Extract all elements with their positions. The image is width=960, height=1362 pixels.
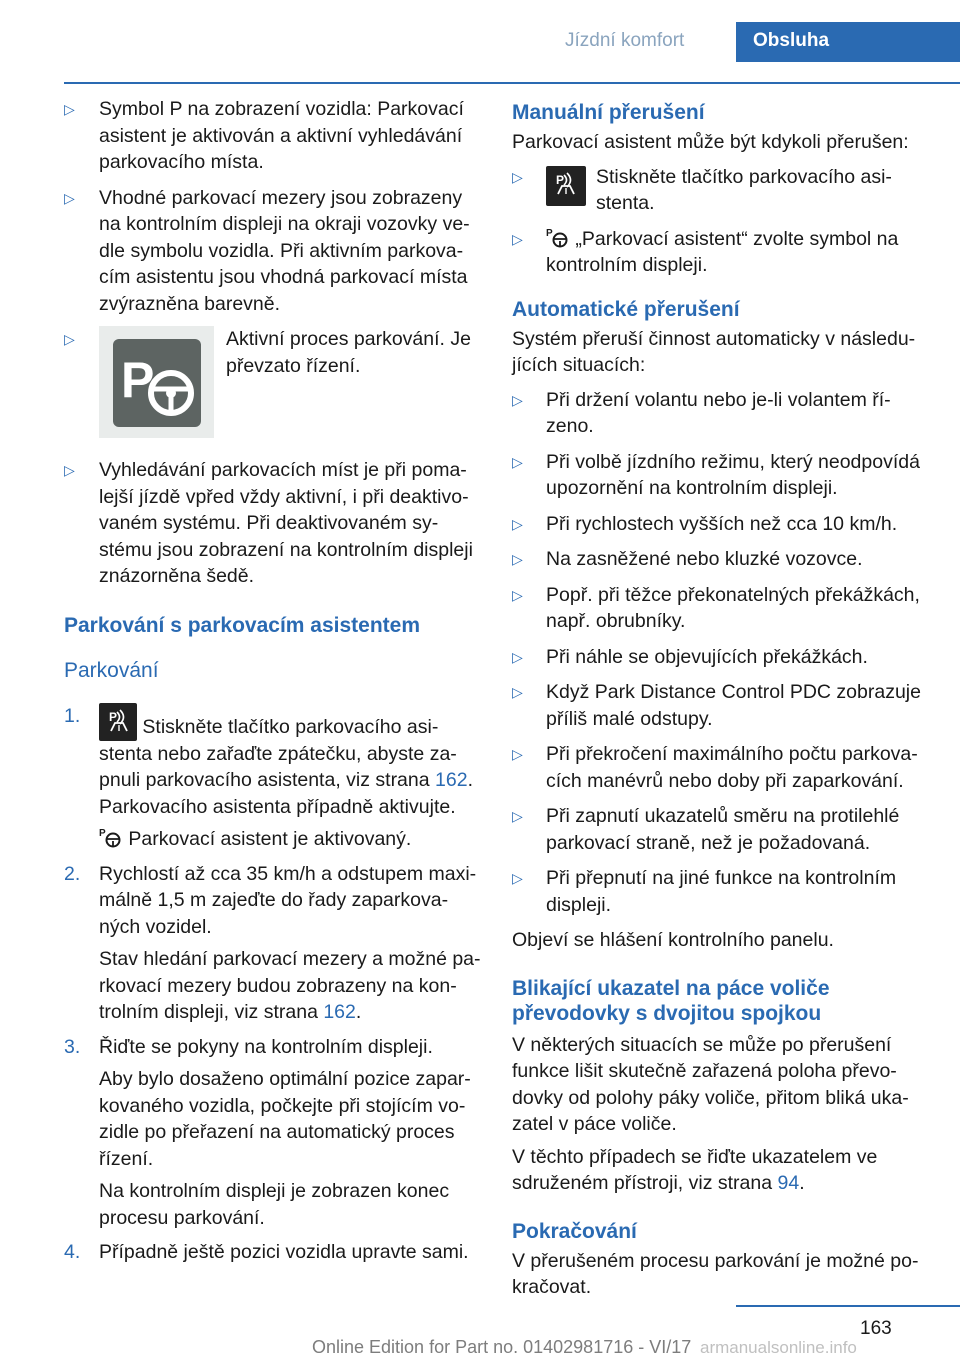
- section-heading: Blikající ukazatel na páce voliče převodovky s dvojitou spojkou: [512, 976, 830, 1025]
- list-item: ▷ Při držení volantu nebo je-li volantem ří-zeno.: [512, 388, 891, 437]
- svg-text:P: P: [121, 352, 155, 408]
- triangle-bullet-icon: ▷: [512, 515, 523, 532]
- step-item: 4. Případně ještě pozici vozidla upravte sami.: [64, 1239, 482, 1266]
- page-number: 163: [860, 1318, 892, 1339]
- triangle-bullet-icon: ▷: [64, 462, 75, 478]
- page-link[interactable]: 162: [435, 769, 468, 791]
- list-item: ▷ Vhodné parkovací mezery jsou zobrazeny na kontrolním displeji na okraji vozovky ve-dle symbolu vozidla. Při aktivním parkova-cím asistentu jsou vhodná parkovací místa zvýrazněna barevně.: [64, 186, 470, 315]
- section-heading: Automatické přerušení: [512, 297, 740, 321]
- list-item: ▷ Při rychlostech vyšších než cca 10 km/h.: [512, 511, 930, 538]
- parking-assistant-button-icon: [99, 703, 137, 741]
- step-item: 2. Rychlostí až cca 35 km/h a odstupem maxi-málně 1,5 m zajeďte do řady zaparkova-ných vozidel. Stav hledání parkovací mezery a možné pa-rkovací mezery budou zobrazeny na kon-trolním displeji, viz strana 162.: [64, 862, 481, 1023]
- page-link[interactable]: 162: [323, 1001, 356, 1023]
- list-item: ▷ P Stiskněte tlačítko parkovacího asi-stenta.: [512, 165, 892, 214]
- list-item: ▷ Na zasněžené nebo kluzké vozovce.: [512, 546, 930, 573]
- triangle-bullet-icon: ▷: [512, 391, 523, 408]
- step-number: 2.: [64, 862, 81, 885]
- list-item: ▷ Při zapnutí ukazatelů směru na protilehlé parkovací straně, než je požadovaná.: [512, 805, 900, 854]
- procedure-steps: [64, 703, 482, 1266]
- section-heading: Parkování s parkovacím asistentem: [64, 613, 421, 637]
- parking-assistant-button-icon: [546, 166, 586, 206]
- list-item: ▷ Při přepnutí na jiné funkce na kontrolním displeji.: [512, 867, 897, 916]
- page-header: [0, 22, 960, 62]
- page-link[interactable]: 94: [777, 1172, 800, 1194]
- list-item: ▷ P Aktivní proces parkování. Je převzato řízení.: [64, 326, 482, 448]
- list-item: ▷ Popř. při těžce překonatelných překážkách, např. obrubníky.: [512, 583, 920, 632]
- triangle-bullet-icon: ▷: [512, 586, 523, 603]
- header-section-title: Jízdní komfort: [565, 30, 685, 51]
- watermark: armanualsonline.info: [700, 1338, 857, 1357]
- section-heading: Pokračování: [512, 1219, 637, 1243]
- triangle-bullet-icon: ▷: [64, 189, 75, 206]
- section-heading: Manuální přerušení: [512, 101, 705, 124]
- triangle-bullet-icon: ▷: [512, 648, 523, 665]
- triangle-bullet-icon: ▷: [512, 168, 523, 185]
- svg-text:P: P: [556, 172, 565, 187]
- step-number: 4.: [64, 1241, 81, 1263]
- footer-rule: [736, 1305, 960, 1307]
- triangle-bullet-icon: ▷: [512, 453, 523, 470]
- triangle-bullet-icon: ▷: [64, 101, 75, 117]
- list-item: ▷ Při překročení maximálního počtu parkova-cích manévrů nebo doby při zaparkování.: [512, 743, 918, 792]
- subsection-heading: Parkování: [64, 658, 159, 682]
- step-item: 1. P Stiskněte tlačítko parkovacího asi-stenta nebo zařaďte zpátečku, abyste za-pnuli parkovacího asistenta, viz strana 162. Parkovacího asistenta případně aktivujte. P Parkovací asistent je aktivovaný.: [64, 704, 473, 850]
- left-column: [64, 96, 482, 1274]
- right-column: Manuální přerušení Parkovací asistent může být kdykoli přerušen: ▷ P Stiskněte tlačítko parkovacího asi-stenta. ▷ P „Parkovací asistent“ zvolte symbol na kontrolním displeji. Automatické přerušení Systém přeruší činnost automaticky v následu-jících situacích: ▷ Při držení volantu nebo je-li volantem ří-zeno. ▷ Při volbě jízdního režimu, který neodpovídá upozornění na kontrolním displeji. ▷ Při rychlostech vyšších než cca 10 km/h. ▷ Na zasněžené nebo kluzké vozovce. ▷ Popř. při těžce překonatelných překážkách, např. obrubníky. ▷ Při náhle se objevujících překážkách. ▷ Když Park Distance Control PDC zobrazuje příliš malé odstupy. ▷ Při překročení maximálního počtu parkova-cích manévrů nebo doby při zaparkování. ▷ Při zapnutí ukazatelů směru na protilehlé parkovací straně, než je požadovaná. ▷ Při přepnutí na jiné funkce na kontrolním displeji. Objeví se hlášení kontrolního panelu. Blikající ukazatel na páce voliče převodovky s dvojitou spojkou V některých situacích se může po přerušení funkce lišit skutečně zařazená poloha převo-dovky od polohy páky voliče, přitom bliká uka-zatel v páce voliče. V těchto případech se řiďte ukazatelem ve sdruženém přístroji, viz strana 94. Pokračování V přerušeném procesu parkování je možné po-kračovat.: [512, 100, 930, 1301]
- triangle-bullet-icon: ▷: [512, 870, 523, 886]
- parking-assistant-active-icon: [546, 226, 570, 248]
- parking-assistant-active-icon: [99, 826, 123, 848]
- list-item: ▷ Vyhledávání parkovacích míst je při poma-lejší jízdě vpřed vždy aktivní, i při deaktivo-vaném systému. Při deaktivovaném sy-stému jsou zobrazení na kontrolním displeji znázorněna šedě.: [64, 459, 473, 587]
- list-item: ▷ P „Parkovací asistent“ zvolte symbol na kontrolním displeji.: [512, 227, 899, 276]
- step-number: 3.: [64, 1035, 81, 1058]
- parking-steering-symbol-icon: [99, 326, 214, 438]
- step-number: 1.: [64, 704, 81, 727]
- list-item: ▷ Symbol P na zobrazení vozidla: Parkovací asistent je aktivován a aktivní vyhledávání parkovacího místa.: [64, 98, 464, 173]
- svg-text:P: P: [546, 227, 553, 239]
- triangle-bullet-icon: ▷: [512, 551, 523, 567]
- list-item: ▷ Když Park Distance Control PDC zobrazuje příliš malé odstupy.: [512, 681, 921, 730]
- header-chapter-tab: Obsluha: [736, 22, 960, 62]
- triangle-bullet-icon: ▷: [512, 808, 523, 824]
- svg-text:P: P: [109, 709, 118, 724]
- triangle-bullet-icon: ▷: [64, 331, 75, 347]
- triangle-bullet-icon: ▷: [512, 230, 523, 247]
- manual-interrupt-list: [512, 164, 930, 279]
- auto-interrupt-list: [512, 387, 930, 919]
- edition-note: Online Edition for Part no. 01402981716 - VI/17: [312, 1337, 692, 1357]
- triangle-bullet-icon: ▷: [512, 684, 523, 700]
- svg-text:P: P: [99, 828, 106, 839]
- triangle-bullet-icon: ▷: [512, 746, 523, 762]
- list-item: ▷ Při náhle se objevujících překážkách.: [512, 644, 930, 671]
- status-bullet-list: [64, 96, 482, 590]
- header-rule: [64, 82, 960, 84]
- step-item: 3. Řiďte se pokyny na kontrolním displeji. Aby bylo dosaženo optimální pozice zapar-kovaného vozidla, počkejte při stojícím vo-zidle po přeřazení na automatický proces řízení. Na kontrolním displeji je zobrazen konec procesu parkování.: [64, 1035, 471, 1229]
- list-item: ▷ Při volbě jízdního režimu, který neodpovídá upozornění na kontrolním displeji.: [512, 450, 920, 499]
